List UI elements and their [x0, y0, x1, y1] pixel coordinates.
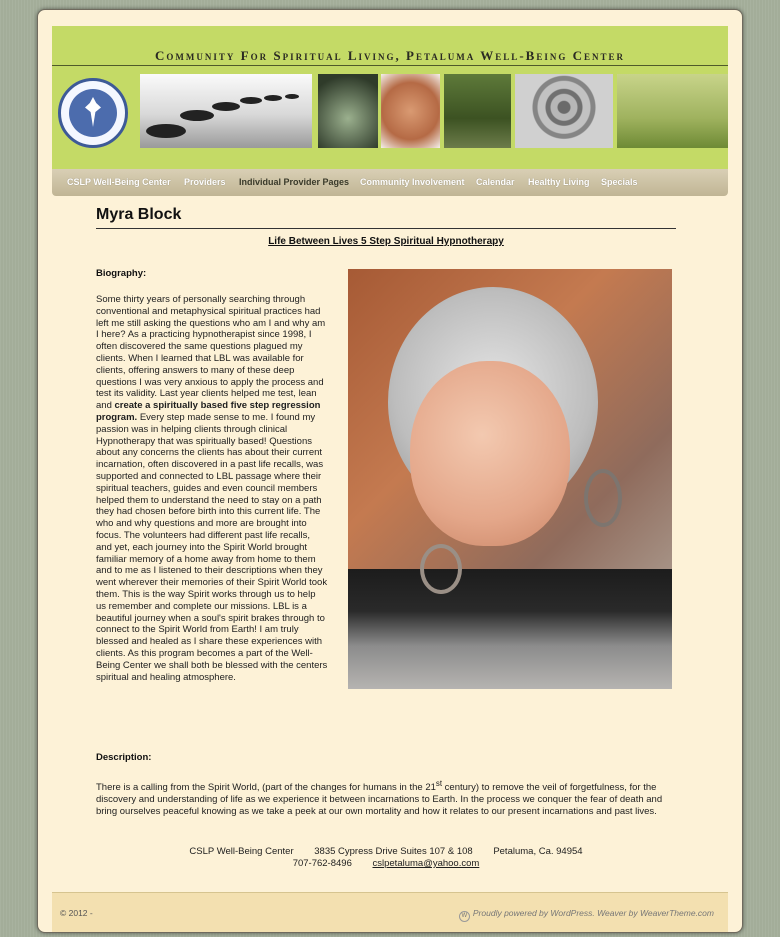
contact-email-link[interactable]: cslpetaluma@yahoo.com — [372, 858, 480, 869]
banner-photo-ripple — [515, 74, 613, 148]
page-title: Myra Block — [96, 206, 182, 223]
contact-info — [96, 846, 676, 870]
description-heading: Description: — [96, 752, 152, 763]
nav-item-individual-provider-pages[interactable]: Individual Provider Pages — [239, 177, 350, 187]
main-nav — [52, 169, 728, 196]
contact-city: Petaluma, Ca. 94954 — [493, 846, 583, 857]
biography-text-part1: Some thirty years of personally searching through conventional and metaphysical spiritual practices had left me still asking the questions who am I and why am I here? As a practicing hypnotherapist since 1998, I often discovered the same questions plagued my clients. When I learned that LBL was available for clients, offering answers to many of these deep questions I was very anxious to apply the process and test its validity. Last year clients helped me test, lean and — [96, 294, 326, 412]
biography-text-part2: Every step made sense to me. I found my passion was in helping clients through clinical Hypnotherapy that was spiritually based! Questions about any concerns the clients has about their current incarnation, often discovered in a past life recalls, was supported and connected to LBL passage where their spiritual teachers, guides and even council members helped them to understand the need to stay on a path they had chosen before birth into this current life. The who and why questions and more are brought into focus. The volunteers had different past life recalls, and yet, each journey into the Spirit World brought familiar memory of a home away from home to them and to me as I listened to their descriptions when they went wherever their memories of their Spirit World took them. This is the way Spirit works through us to help us remember and complete our missions. LBL is a beautiful journey when a soul's spirit brakes through to connect to the Spirit World from Earth! I am truly blessed and healed as I share these experiences with clients. As this program becomes a part of the Well-Being Center we shall both be blessed with the centers spiritual and healing atmosphere. — [96, 411, 328, 683]
weaver-theme-link[interactable]: Weaver by WeaverTheme.com — [597, 908, 714, 918]
center-logo[interactable] — [58, 78, 128, 148]
nav-item-cslp-well-being-center[interactable]: CSLP Well-Being Center — [67, 177, 171, 187]
biography-text-bold: create a spiritually based five step regression program. — [96, 400, 321, 423]
biography-text — [96, 294, 328, 683]
banner-photo-bridge — [444, 74, 511, 148]
portrait-sweater — [348, 569, 672, 689]
contact-org: CSLP Well-Being Center — [189, 846, 294, 857]
portrait-earring-right — [584, 469, 622, 527]
nav-item-community-involvement[interactable]: Community Involvement — [360, 177, 465, 187]
banner-photo-stones — [140, 74, 312, 148]
header-divider — [52, 65, 728, 66]
banner-photo-woman — [617, 74, 728, 148]
site-footer — [52, 892, 728, 933]
description-text-part2: century) to remove the veil of forgetfulness, for the discovery and understanding of life as we experience it between incarnations to Earth. In the process we conquer the fear of death and bring ourselves peaceful knowing as we take a peek at our own mortality and how it relates to our present incarnations and past lives. — [96, 782, 663, 817]
powered-by-wordpress-link[interactable]: Proudly powered by WordPress. — [472, 908, 595, 918]
portrait-face — [410, 361, 570, 546]
copyright-text: © 2012 - — [60, 908, 93, 918]
powered-by — [459, 908, 714, 922]
title-divider — [96, 228, 676, 229]
provider-portrait — [348, 269, 672, 689]
page-subtitle: Life Between Lives 5 Step Spiritual Hypnotherapy — [268, 236, 504, 247]
description-text-part1: There is a calling from the Spirit World, (part of the changes for humans in the 21 — [96, 782, 436, 794]
portrait-earring-left — [420, 544, 462, 594]
page-container — [37, 9, 743, 933]
banner-photo-water-drop — [318, 74, 378, 148]
site-header — [52, 26, 728, 187]
description-superscript: st — [435, 779, 443, 788]
nav-item-specials[interactable]: Specials — [601, 177, 638, 187]
nav-item-calendar[interactable]: Calendar — [476, 177, 515, 187]
biography-heading: Biography: — [96, 268, 147, 279]
banner-photo-hands — [381, 74, 440, 148]
nav-item-healthy-living[interactable]: Healthy Living — [528, 177, 590, 187]
logo-circle — [69, 89, 117, 137]
contact-address: 3835 Cypress Drive Suites 107 & 108 — [314, 846, 473, 857]
site-title[interactable]: Community For Spiritual Living, Petaluma Well-Being Center — [155, 48, 625, 63]
logo-figure-icon — [85, 97, 101, 127]
description-text — [96, 778, 676, 818]
nav-item-providers[interactable]: Providers — [184, 177, 226, 187]
contact-phone: 707-762-8496 — [292, 858, 352, 869]
wordpress-icon: W — [459, 911, 470, 922]
header-banner — [52, 74, 728, 148]
